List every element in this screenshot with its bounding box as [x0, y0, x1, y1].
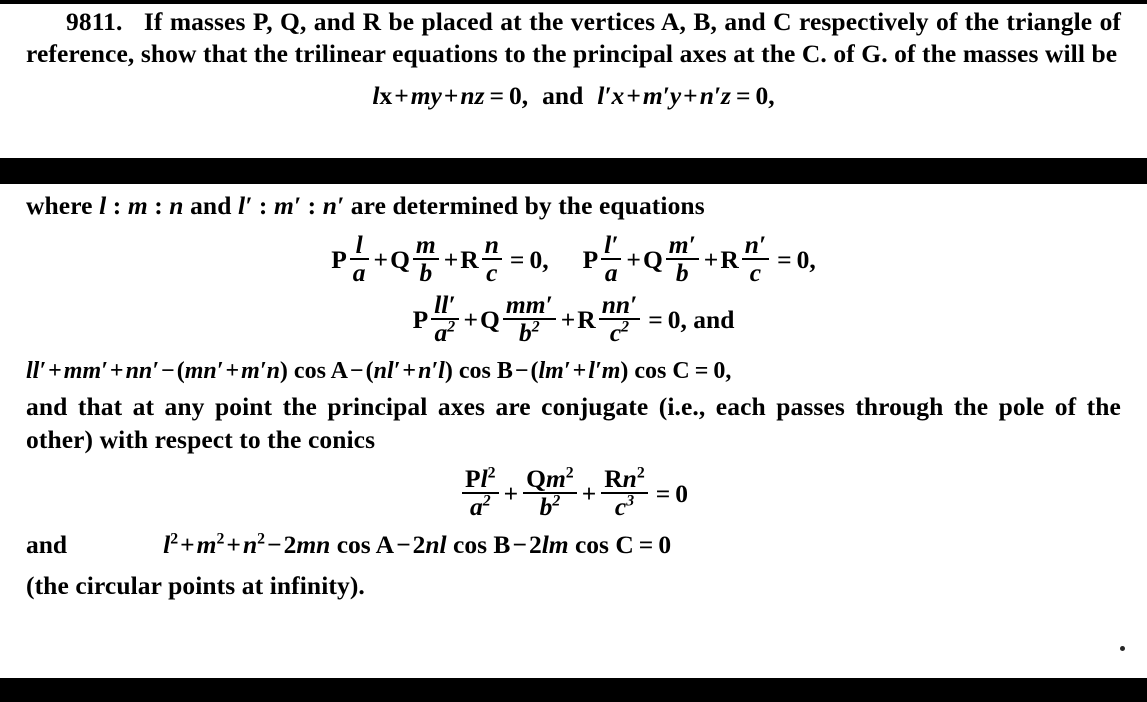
equation-first-order: P $\frac{l}{a}$ +Q $\frac{m}{b}$ +R $\frac{n}{c}$ = 0, P $\frac{l'}{a}$ +Q $\frac{m'}{b}$ +R $\frac{n'}{c}$ = 0,	[331, 230, 816, 288]
rule-middle	[0, 158, 1147, 184]
equation-orthogonality: ll′+mm′+nn′−(mn′+m′n) cos A−(nl′+n′l) cos B−(lm′+l′m) cos C = 0,	[26, 358, 732, 385]
closing-paragraph: (the circular points at infinity).	[26, 571, 365, 601]
determination-intro: where l : m : n and l′ : m′ : n′ are determined by the equations	[26, 191, 705, 220]
problem-number: 9811.	[66, 7, 123, 36]
solution-block	[0, 190, 1147, 603]
and-label: and	[26, 530, 68, 560]
equation-second-order: P $\frac{ll'}{a^2}$ +Q $\frac{mm'}{b^2}$ +R $\frac{nn'}{c^2}$ = 0, and	[412, 290, 735, 348]
equation-trilinear-axes: lx+my+nz = 0, and l′x+m′y+n′z = 0,	[372, 80, 775, 110]
conjugate-line-2: through the pole of the other) with respect to the conics	[26, 392, 1121, 454]
problem-statement-block	[0, 6, 1147, 115]
rule-bottom	[0, 678, 1147, 702]
ink-speck	[1120, 646, 1125, 651]
problem-intro-paragraph	[26, 6, 1121, 71]
conjugate-paragraph	[26, 391, 1121, 456]
conjugate-line-1: and that at any point the principal axes are conjugate (i.e., each passes	[26, 392, 845, 422]
problem-line-2: respectively of the triangle of reference, show that the trilinear equations	[26, 7, 1122, 69]
equation-circular-points-row: and $l^2+m^2+n^2-2mn$ cos A−2nl cos B−2lm cos C = 0	[26, 530, 672, 560]
problem-line-1: If masses P, Q, and R be placed at the vertices A, B, and C	[143, 7, 792, 36]
equation-conic: $\frac{Pl^2}{a^2}$ + $\frac{Qm^2}{b^2}$ + $\frac{Rn^2}{c^3}$ = 0	[26, 466, 1121, 520]
problem-line-3: to the principal axes at the C. of G. of the masses will be	[504, 39, 1118, 69]
rule-top	[0, 0, 1147, 4]
